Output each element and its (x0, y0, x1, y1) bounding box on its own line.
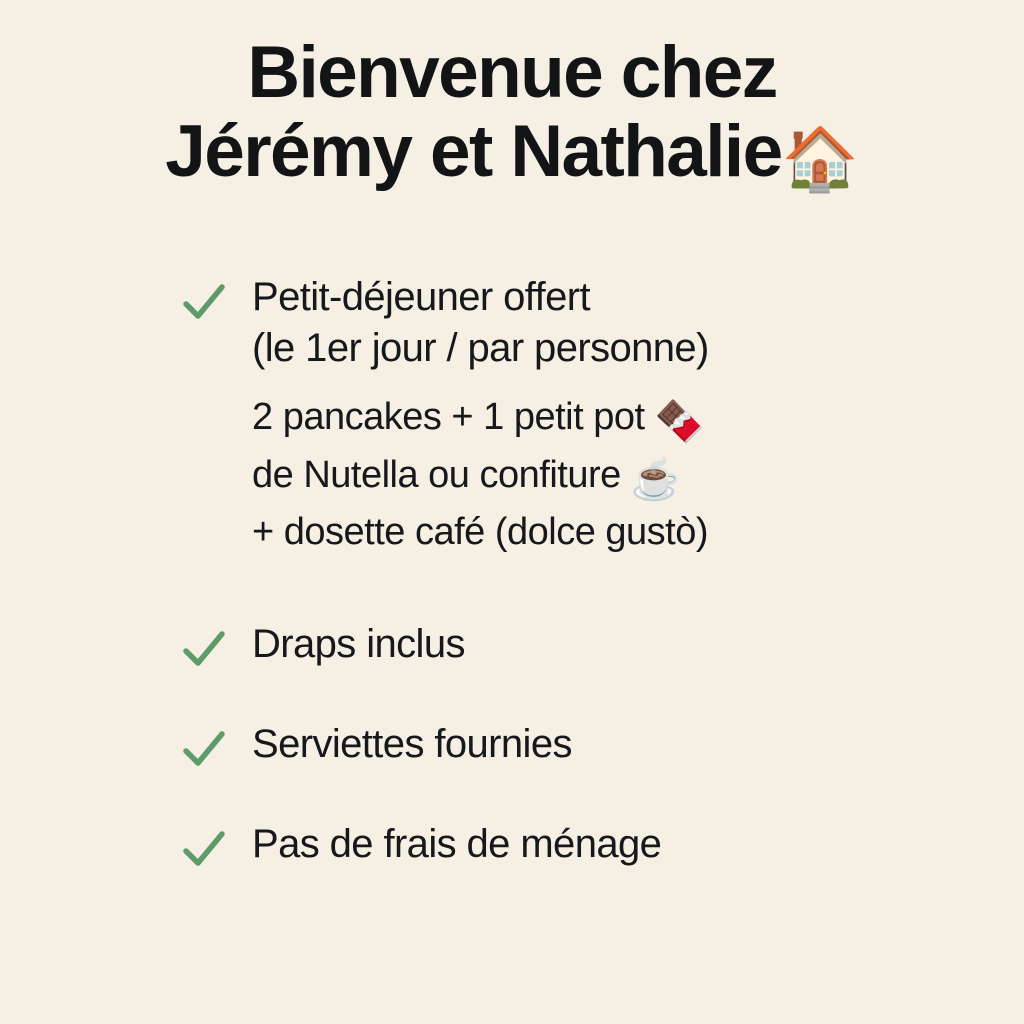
list-item (180, 819, 984, 873)
breakfast-detail-line-1-text: 2 pancakes + 1 petit pot (252, 396, 645, 439)
amenities-list (40, 272, 984, 873)
list-item (180, 719, 984, 773)
list-item-label-line-1: Draps inclus (252, 621, 465, 666)
list-item-label (252, 272, 709, 374)
page-title-line-1: Bienvenue chez (247, 32, 777, 113)
house-emoji: 🏠 (781, 124, 859, 194)
spacer (180, 673, 984, 719)
breakfast-detail (180, 392, 984, 558)
breakfast-detail-line-1 (252, 392, 984, 449)
spacer (180, 773, 984, 819)
page-title (40, 34, 984, 194)
list-item-label (252, 619, 465, 670)
list-item-label-line-1: Petit-déjeuner offert (252, 274, 590, 319)
breakfast-detail-line-3: + dosette café (dolce gustò) (252, 510, 709, 553)
breakfast-detail-line-2-text: de Nutella ou confiture (252, 453, 621, 496)
list-item-label (252, 819, 661, 870)
check-icon (180, 825, 228, 873)
check-icon (180, 278, 228, 326)
list-item (180, 619, 984, 673)
check-icon (180, 725, 228, 773)
list-item-label-line-1: Serviettes fournies (252, 721, 572, 766)
list-item-label (252, 719, 572, 770)
page-title-line-2-text: Jérémy et Nathalie (165, 110, 782, 192)
breakfast-detail-line-2 (252, 450, 984, 507)
page-title-line-2 (40, 110, 984, 194)
check-icon (180, 625, 228, 673)
list-item-label-line-2: (le 1er jour / par personne) (252, 325, 709, 370)
list-item-label-line-1: Pas de frais de ménage (252, 821, 662, 866)
spacer (180, 559, 984, 619)
coffee-cup-emoji: ☕ (630, 457, 681, 502)
nutella-jar-emoji: 🍫 (654, 400, 704, 445)
list-item (180, 272, 984, 374)
